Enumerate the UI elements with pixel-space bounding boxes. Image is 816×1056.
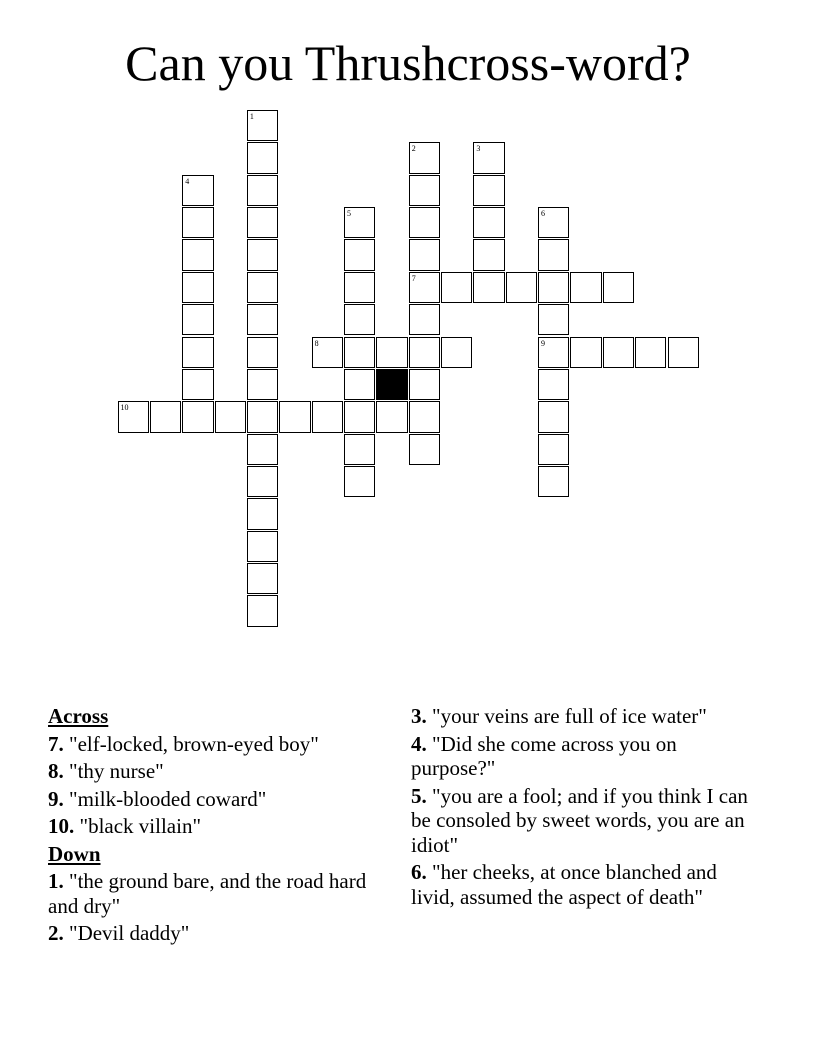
grid-cell[interactable]	[247, 304, 278, 335]
grid-cell[interactable]	[538, 337, 569, 368]
clue-text: "black villain"	[79, 814, 202, 838]
grid-cell[interactable]	[409, 434, 440, 465]
grid-cell[interactable]	[247, 175, 278, 206]
cell-number: 8	[314, 338, 319, 348]
clue-across-9	[48, 787, 388, 812]
clue-number: 9.	[48, 786, 64, 811]
grid-cell[interactable]	[376, 401, 407, 432]
grid-cell[interactable]	[344, 434, 375, 465]
grid-cell[interactable]	[409, 207, 440, 238]
grid-cell[interactable]	[409, 337, 440, 368]
grid-cell[interactable]	[409, 272, 440, 303]
grid-cell[interactable]	[344, 304, 375, 335]
cell-number: 4	[185, 176, 190, 186]
grid-cell[interactable]	[182, 272, 213, 303]
cell-number: 2	[411, 144, 416, 154]
grid-cell[interactable]	[182, 401, 213, 432]
grid-cell[interactable]	[344, 369, 375, 400]
grid-cell[interactable]	[247, 595, 278, 626]
grid-cell[interactable]	[409, 239, 440, 270]
cell-number: 7	[411, 273, 416, 283]
grid-cell[interactable]	[409, 304, 440, 335]
grid-cell[interactable]	[473, 272, 504, 303]
down-heading: Down	[48, 841, 101, 866]
grid-cell[interactable]	[668, 337, 699, 368]
grid-cell[interactable]	[344, 466, 375, 497]
clue-number: 2.	[48, 921, 64, 945]
clue-down-1	[48, 869, 388, 918]
clue-number: 4.	[411, 731, 427, 756]
grid-cell[interactable]	[570, 272, 601, 303]
grid-cell[interactable]	[603, 337, 634, 368]
clue-across-10	[48, 814, 388, 839]
grid-cell[interactable]	[344, 272, 375, 303]
grid-cell[interactable]	[409, 142, 440, 173]
clue-text: "milk-blooded coward"	[69, 786, 267, 811]
clue-number: 6.	[411, 860, 427, 884]
grid-cell[interactable]	[441, 272, 472, 303]
grid-cell[interactable]	[182, 369, 213, 400]
grid-cell[interactable]	[409, 175, 440, 206]
grid-cell[interactable]	[344, 337, 375, 368]
cell-number: 10	[120, 403, 129, 413]
grid-cell[interactable]	[473, 239, 504, 270]
grid-cell[interactable]	[182, 337, 213, 368]
grid-cell[interactable]	[182, 304, 213, 335]
grid-cell[interactable]	[182, 239, 213, 270]
grid-cell[interactable]	[473, 207, 504, 238]
clue-number: 1.	[48, 869, 64, 893]
grid-cell[interactable]	[247, 466, 278, 497]
grid-cell[interactable]	[247, 531, 278, 562]
grid-cell[interactable]	[344, 207, 375, 238]
grid-cell[interactable]	[247, 401, 278, 432]
grid-cell[interactable]	[182, 207, 213, 238]
clue-number: 5.	[411, 783, 427, 808]
grid-cell[interactable]	[473, 175, 504, 206]
grid-cell[interactable]	[570, 337, 601, 368]
black-square	[376, 369, 407, 400]
clue-text: "Did she come across you on purpose?"	[411, 731, 677, 780]
grid-cell[interactable]	[312, 401, 343, 432]
across-heading: Across	[48, 704, 109, 728]
grid-cell[interactable]	[409, 401, 440, 432]
grid-cell[interactable]	[538, 466, 569, 497]
grid-cell[interactable]	[312, 337, 343, 368]
clue-text: "you are a fool; and if you think I can be consoled by sweet words, you are an idiot"	[411, 783, 748, 857]
grid-cell[interactable]	[247, 110, 278, 141]
clues-left-column	[48, 704, 388, 949]
grid-cell[interactable]	[538, 401, 569, 432]
grid-cell[interactable]	[215, 401, 246, 432]
grid-cell[interactable]	[538, 369, 569, 400]
grid-cell[interactable]	[603, 272, 634, 303]
clue-text: "her cheeks, at once blanched and livid, assumed the aspect of death"	[411, 860, 717, 909]
grid-cell[interactable]	[538, 304, 569, 335]
cell-number: 3	[476, 144, 481, 154]
grid-cell[interactable]	[376, 337, 407, 368]
clue-number: 8.	[48, 759, 64, 783]
cell-number: 9	[541, 338, 545, 348]
cell-number: 1	[249, 112, 254, 121]
grid-cell[interactable]	[247, 207, 278, 238]
clue-number: 3.	[411, 704, 427, 728]
grid-cell[interactable]	[409, 369, 440, 400]
grid-cell[interactable]	[538, 239, 569, 270]
grid-cell[interactable]	[441, 337, 472, 368]
grid-cell[interactable]	[182, 175, 213, 206]
grid-cell[interactable]	[247, 369, 278, 400]
grid-cell[interactable]	[473, 142, 504, 173]
grid-cell[interactable]	[247, 434, 278, 465]
clue-down-5	[411, 784, 751, 858]
clue-text: "Devil daddy"	[69, 921, 190, 945]
grid-cell[interactable]	[538, 207, 569, 238]
clues-right-column	[411, 704, 751, 912]
grid-cell[interactable]	[344, 401, 375, 432]
grid-cell[interactable]	[247, 563, 278, 594]
cell-number: 5	[347, 209, 351, 219]
grid-cell[interactable]	[150, 401, 181, 432]
grid-cell[interactable]	[506, 272, 537, 303]
grid-cell[interactable]	[635, 337, 666, 368]
cell-number: 6	[541, 209, 545, 219]
grid-cell[interactable]	[538, 272, 569, 303]
clue-across-7	[48, 732, 388, 757]
clue-text: "your veins are full of ice water"	[432, 704, 707, 728]
clue-text: "elf-locked, brown-eyed boy"	[69, 731, 319, 756]
grid-cell[interactable]	[538, 434, 569, 465]
clue-down-3	[411, 704, 751, 729]
grid-cell[interactable]	[247, 498, 278, 529]
grid-cell[interactable]	[344, 239, 375, 270]
clue-text: "thy nurse"	[69, 759, 164, 783]
clue-down-4	[411, 732, 751, 781]
clue-number: 10.	[48, 814, 75, 838]
clue-across-8	[48, 759, 388, 784]
puzzle-title: Can you Thrushcross-word?	[125, 35, 691, 91]
grid-cell[interactable]	[247, 272, 278, 303]
clue-down-2	[48, 921, 388, 946]
grid-cell[interactable]	[247, 239, 278, 270]
grid-cell[interactable]	[279, 401, 310, 432]
clue-down-6	[411, 860, 751, 909]
grid-cell[interactable]	[118, 401, 149, 432]
clue-text: "the ground bare, and the road hard and dry"	[48, 869, 367, 918]
grid-cell[interactable]	[247, 337, 278, 368]
grid-cell[interactable]	[247, 142, 278, 173]
clue-number: 7.	[48, 731, 64, 756]
